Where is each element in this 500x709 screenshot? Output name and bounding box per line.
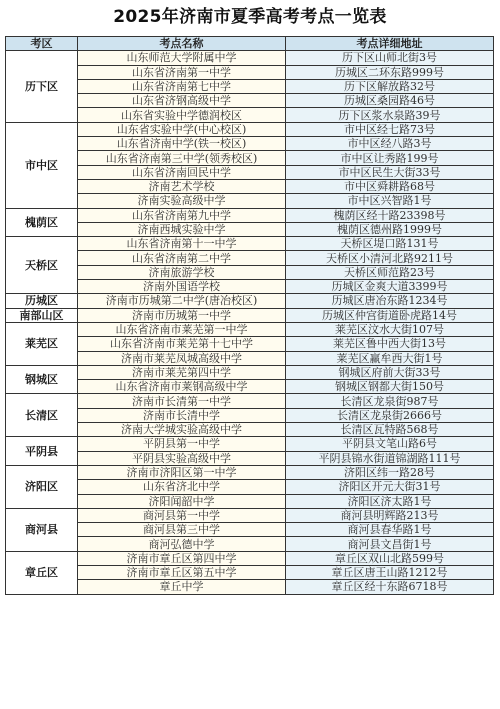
school-name-cell: 山东省济南市莱芜第十七中学 — [78, 337, 286, 351]
school-name-cell: 山东省实验中学(中心校区) — [78, 122, 286, 136]
school-name-cell: 济南市历城第一中学 — [78, 308, 286, 322]
district-cell: 历城区 — [6, 294, 78, 308]
table-row — [6, 280, 494, 294]
address-cell: 槐荫区经十路23398号 — [286, 208, 494, 222]
table-row — [6, 365, 494, 379]
table-row — [6, 208, 494, 222]
address-cell: 莱芜区赢牟西大街1号 — [286, 351, 494, 365]
table-row — [6, 551, 494, 565]
address-cell: 长清区龙泉街987号 — [286, 394, 494, 408]
address-cell: 商河县文昌街1号 — [286, 537, 494, 551]
address-cell: 市中区兴智路1号 — [286, 194, 494, 208]
address-cell: 市中区让秀路199号 — [286, 151, 494, 165]
address-cell: 历城区仲宫街道卧虎路14号 — [286, 308, 494, 322]
district-cell: 章丘区 — [6, 551, 78, 594]
school-name-cell: 山东省济南回民中学 — [78, 165, 286, 179]
exam-site-table — [5, 36, 494, 595]
header-school: 考点名称 — [78, 37, 286, 51]
address-cell: 天桥区小清河北路9211号 — [286, 251, 494, 265]
address-cell: 历城区金爽大道3399号 — [286, 280, 494, 294]
address-cell: 钢城区钢都大街150号 — [286, 380, 494, 394]
address-cell: 历下区山师北街3号 — [286, 51, 494, 65]
school-name-cell: 济南外国语学校 — [78, 280, 286, 294]
table-row — [6, 151, 494, 165]
school-name-cell: 济南市长清中学 — [78, 408, 286, 422]
address-cell: 莱芜区汶水大街107号 — [286, 322, 494, 336]
table-row — [6, 523, 494, 537]
school-name-cell: 济南旅游学校 — [78, 265, 286, 279]
district-cell: 天桥区 — [6, 237, 78, 294]
address-cell: 钢城区府前大街33号 — [286, 365, 494, 379]
school-name-cell: 山东省济南第七中学 — [78, 79, 286, 93]
school-name-cell: 山东师范大学附属中学 — [78, 51, 286, 65]
address-cell: 济阳区开元大街31号 — [286, 480, 494, 494]
header-row — [6, 37, 494, 51]
school-name-cell: 济南市莱芜凤城高级中学 — [78, 351, 286, 365]
district-cell: 南部山区 — [6, 308, 78, 322]
table-header — [6, 37, 494, 51]
school-name-cell: 商河弘德中学 — [78, 537, 286, 551]
district-cell: 市中区 — [6, 122, 78, 208]
table-row — [6, 194, 494, 208]
district-cell: 长清区 — [6, 394, 78, 437]
school-name-cell: 济阳闻韶中学 — [78, 494, 286, 508]
table-row — [6, 508, 494, 522]
table-row — [6, 137, 494, 151]
school-name-cell: 山东省济南第九中学 — [78, 208, 286, 222]
address-cell: 长清区龙泉街2666号 — [286, 408, 494, 422]
table-row — [6, 480, 494, 494]
school-name-cell: 济南实验高级中学 — [78, 194, 286, 208]
school-name-cell: 济南市章丘区第五中学 — [78, 565, 286, 579]
table-row — [6, 237, 494, 251]
school-name-cell: 济南市章丘区第四中学 — [78, 551, 286, 565]
table-row — [6, 108, 494, 122]
school-name-cell: 济南市济阳区第一中学 — [78, 465, 286, 479]
school-name-cell: 山东省济南第十一中学 — [78, 237, 286, 251]
address-cell: 章丘区双山北路599号 — [286, 551, 494, 565]
school-name-cell: 商河县第三中学 — [78, 523, 286, 537]
district-cell: 济阳区 — [6, 465, 78, 508]
school-name-cell: 济南西城实验中学 — [78, 222, 286, 236]
table-row — [6, 437, 494, 451]
address-cell: 济阳区济太路1号 — [286, 494, 494, 508]
address-cell: 商河县春华路1号 — [286, 523, 494, 537]
table-row — [6, 322, 494, 336]
school-name-cell: 山东省济南第一中学 — [78, 65, 286, 79]
address-cell: 历城区二环东路999号 — [286, 65, 494, 79]
table-row — [6, 494, 494, 508]
address-cell: 槐荫区德州路1999号 — [286, 222, 494, 236]
school-name-cell: 山东省济北中学 — [78, 480, 286, 494]
table-row — [6, 179, 494, 193]
table-row — [6, 451, 494, 465]
address-cell: 平阴县锦水街道锦湖路111号 — [286, 451, 494, 465]
page-title: 2025年济南市夏季高考考点一览表 — [113, 7, 387, 27]
school-name-cell: 平阴县第一中学 — [78, 437, 286, 451]
table-row — [6, 251, 494, 265]
address-cell: 市中区经七路73号 — [286, 122, 494, 136]
school-name-cell: 济南市长清第一中学 — [78, 394, 286, 408]
address-cell: 章丘区经十东路6718号 — [286, 580, 494, 594]
school-name-cell: 章丘中学 — [78, 580, 286, 594]
district-cell: 历下区 — [6, 51, 78, 122]
table-row — [6, 351, 494, 365]
table-row — [6, 165, 494, 179]
header-address: 考点详细地址 — [286, 37, 494, 51]
table-row — [6, 537, 494, 551]
table-row — [6, 565, 494, 579]
school-name-cell: 山东省济南第二中学 — [78, 251, 286, 265]
address-cell: 市中区民生大街33号 — [286, 165, 494, 179]
school-name-cell: 平阴县实验高级中学 — [78, 451, 286, 465]
address-cell: 市中区经八路3号 — [286, 137, 494, 151]
address-cell: 天桥区师范路23号 — [286, 265, 494, 279]
table-row — [6, 394, 494, 408]
district-cell: 莱芜区 — [6, 322, 78, 365]
school-name-cell: 山东省济南市莱芜第一中学 — [78, 322, 286, 336]
school-name-cell: 商河县第一中学 — [78, 508, 286, 522]
table-row — [6, 79, 494, 93]
school-name-cell: 山东省济南中学(铁一校区) — [78, 137, 286, 151]
school-name-cell: 山东省实验中学德润校区 — [78, 108, 286, 122]
school-name-cell: 济南市莱芜第四中学 — [78, 365, 286, 379]
school-name-cell: 山东省济南第三中学(领秀校区) — [78, 151, 286, 165]
address-cell: 商河县明辉路213号 — [286, 508, 494, 522]
address-cell: 市中区舜耕路68号 — [286, 179, 494, 193]
address-cell: 天桥区堤口路131号 — [286, 237, 494, 251]
school-name-cell: 济南市历城第二中学(唐冶校区) — [78, 294, 286, 308]
school-name-cell: 济南大学城实验高级中学 — [78, 423, 286, 437]
header-district: 考区 — [6, 37, 78, 51]
table-row — [6, 580, 494, 594]
address-cell: 莱芜区鲁中西大街13号 — [286, 337, 494, 351]
district-cell: 平阴县 — [6, 437, 78, 466]
district-cell: 钢城区 — [6, 365, 78, 394]
table-row — [6, 423, 494, 437]
address-cell: 平阴县文笔山路6号 — [286, 437, 494, 451]
address-cell: 章丘区唐王山路1212号 — [286, 565, 494, 579]
table-row — [6, 265, 494, 279]
table-row — [6, 337, 494, 351]
school-name-cell: 济南艺术学校 — [78, 179, 286, 193]
address-cell: 长清区瓦特路568号 — [286, 423, 494, 437]
address-cell: 济阳区纬一路28号 — [286, 465, 494, 479]
table-row — [6, 122, 494, 136]
table-row — [6, 465, 494, 479]
address-cell: 历下区浆水泉路39号 — [286, 108, 494, 122]
table-row — [6, 408, 494, 422]
table-row — [6, 222, 494, 236]
table-row — [6, 308, 494, 322]
district-cell: 商河县 — [6, 508, 78, 551]
table-row — [6, 380, 494, 394]
table-row — [6, 65, 494, 79]
table-row — [6, 94, 494, 108]
school-name-cell: 山东省济钢高级中学 — [78, 94, 286, 108]
school-name-cell: 山东省济南市莱钢高级中学 — [78, 380, 286, 394]
table-row — [6, 294, 494, 308]
district-cell: 槐荫区 — [6, 208, 78, 237]
table-body — [6, 51, 494, 594]
address-cell: 历城区唐冶东路1234号 — [286, 294, 494, 308]
address-cell: 历下区解放路32号 — [286, 79, 494, 93]
table-row — [6, 51, 494, 65]
address-cell: 历城区桑园路46号 — [286, 94, 494, 108]
